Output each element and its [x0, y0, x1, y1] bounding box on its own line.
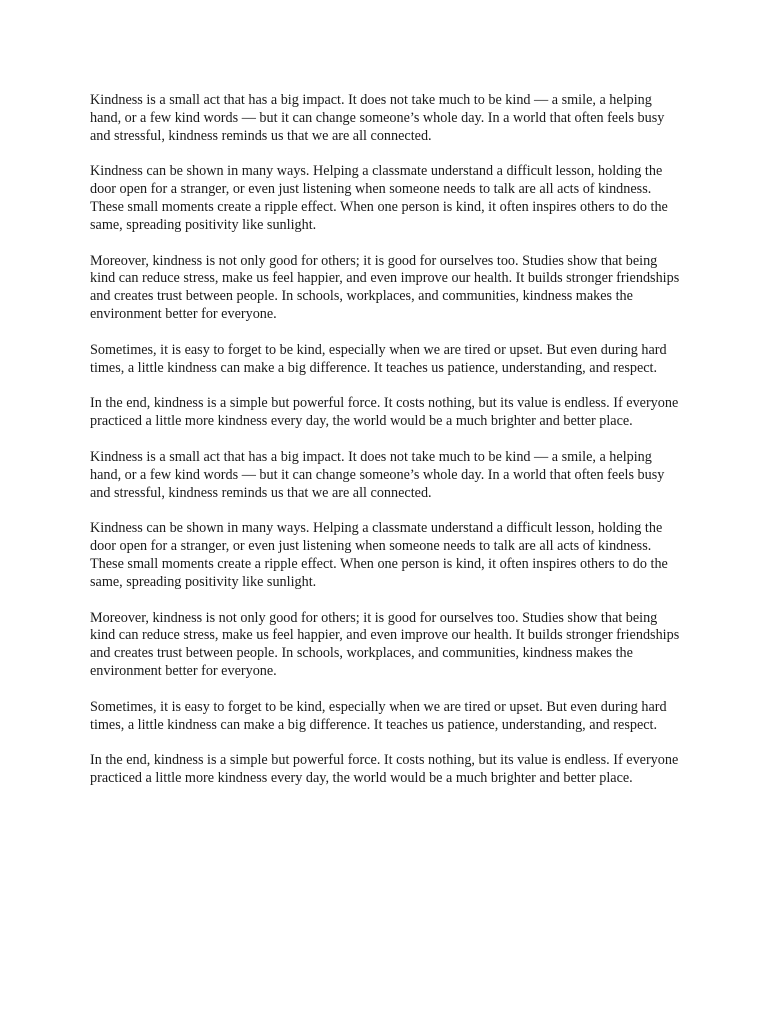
paragraph-2: Kindness can be shown in many ways. Helping a classmate understand a difficult lesson, holding the door open for a stranger, or even just listening when someone needs to talk are all acts of kindness. These small moments create a ripple effect. When one person is kind, it often inspires others to do the same, spreading positivity like sunlight.	[90, 163, 668, 233]
paragraph-6: Kindness is a small act that has a big impact. It does not take much to be kind — a smile, a helping hand, or a few kind words — but it can change someone’s whole day. In a world that often feels busy and stressful, kindness reminds us that we are all connected.	[90, 448, 665, 501]
paragraph-1: Kindness is a small act that has a big impact. It does not take much to be kind — a smile, a helping hand, or a few kind words — but it can change someone’s whole day. In a world that often feels busy and stressful, kindness reminds us that we are all connected.	[90, 92, 665, 144]
paragraph-7: Kindness can be shown in many ways. Helping a classmate understand a difficult lesson, holding the door open for a stranger, or even just listening when someone needs to talk are all acts of kindness. These small moments create a ripple effect. When one person is kind, it often inspires others to do the same, spreading positivity like sunlight.	[90, 520, 668, 590]
paragraph-8: Moreover, kindness is not only good for others; it is good for ourselves too. Studies show that being kind can reduce stress, make us feel happier, and even improve our health. It builds stronger friendships and creates trust between people. In schools, workplaces, and communities, kindness makes the environment better for everyone.	[90, 609, 680, 679]
paragraph-9: Sometimes, it is easy to forget to be kind, especially when we are tired or upset. But even during hard times, a little kindness can make a big difference. It teaches us patience, understanding, and respect.	[90, 698, 667, 733]
paragraph-10: In the end, kindness is a simple but powerful force. It costs nothing, but its value is endless. If everyone practiced a little more kindness every day, the world would be a much brighter and better place.	[90, 752, 679, 787]
paragraph-5: In the end, kindness is a simple but powerful force. It costs nothing, but its value is endless. If everyone practiced a little more kindness every day, the world would be a much brighter and better place.	[90, 395, 679, 430]
paragraph-4: Sometimes, it is easy to forget to be kind, especially when we are tired or upset. But even during hard times, a little kindness can make a big difference. It teaches us patience, understanding, and respect.	[90, 341, 667, 376]
paragraph-3: Moreover, kindness is not only good for others; it is good for ourselves too. Studies show that being kind can reduce stress, make us feel happier, and even improve our health. It builds stronger friendships and creates trust between people. In schools, workplaces, and communities, kindness makes the environment better for everyone.	[90, 252, 680, 322]
